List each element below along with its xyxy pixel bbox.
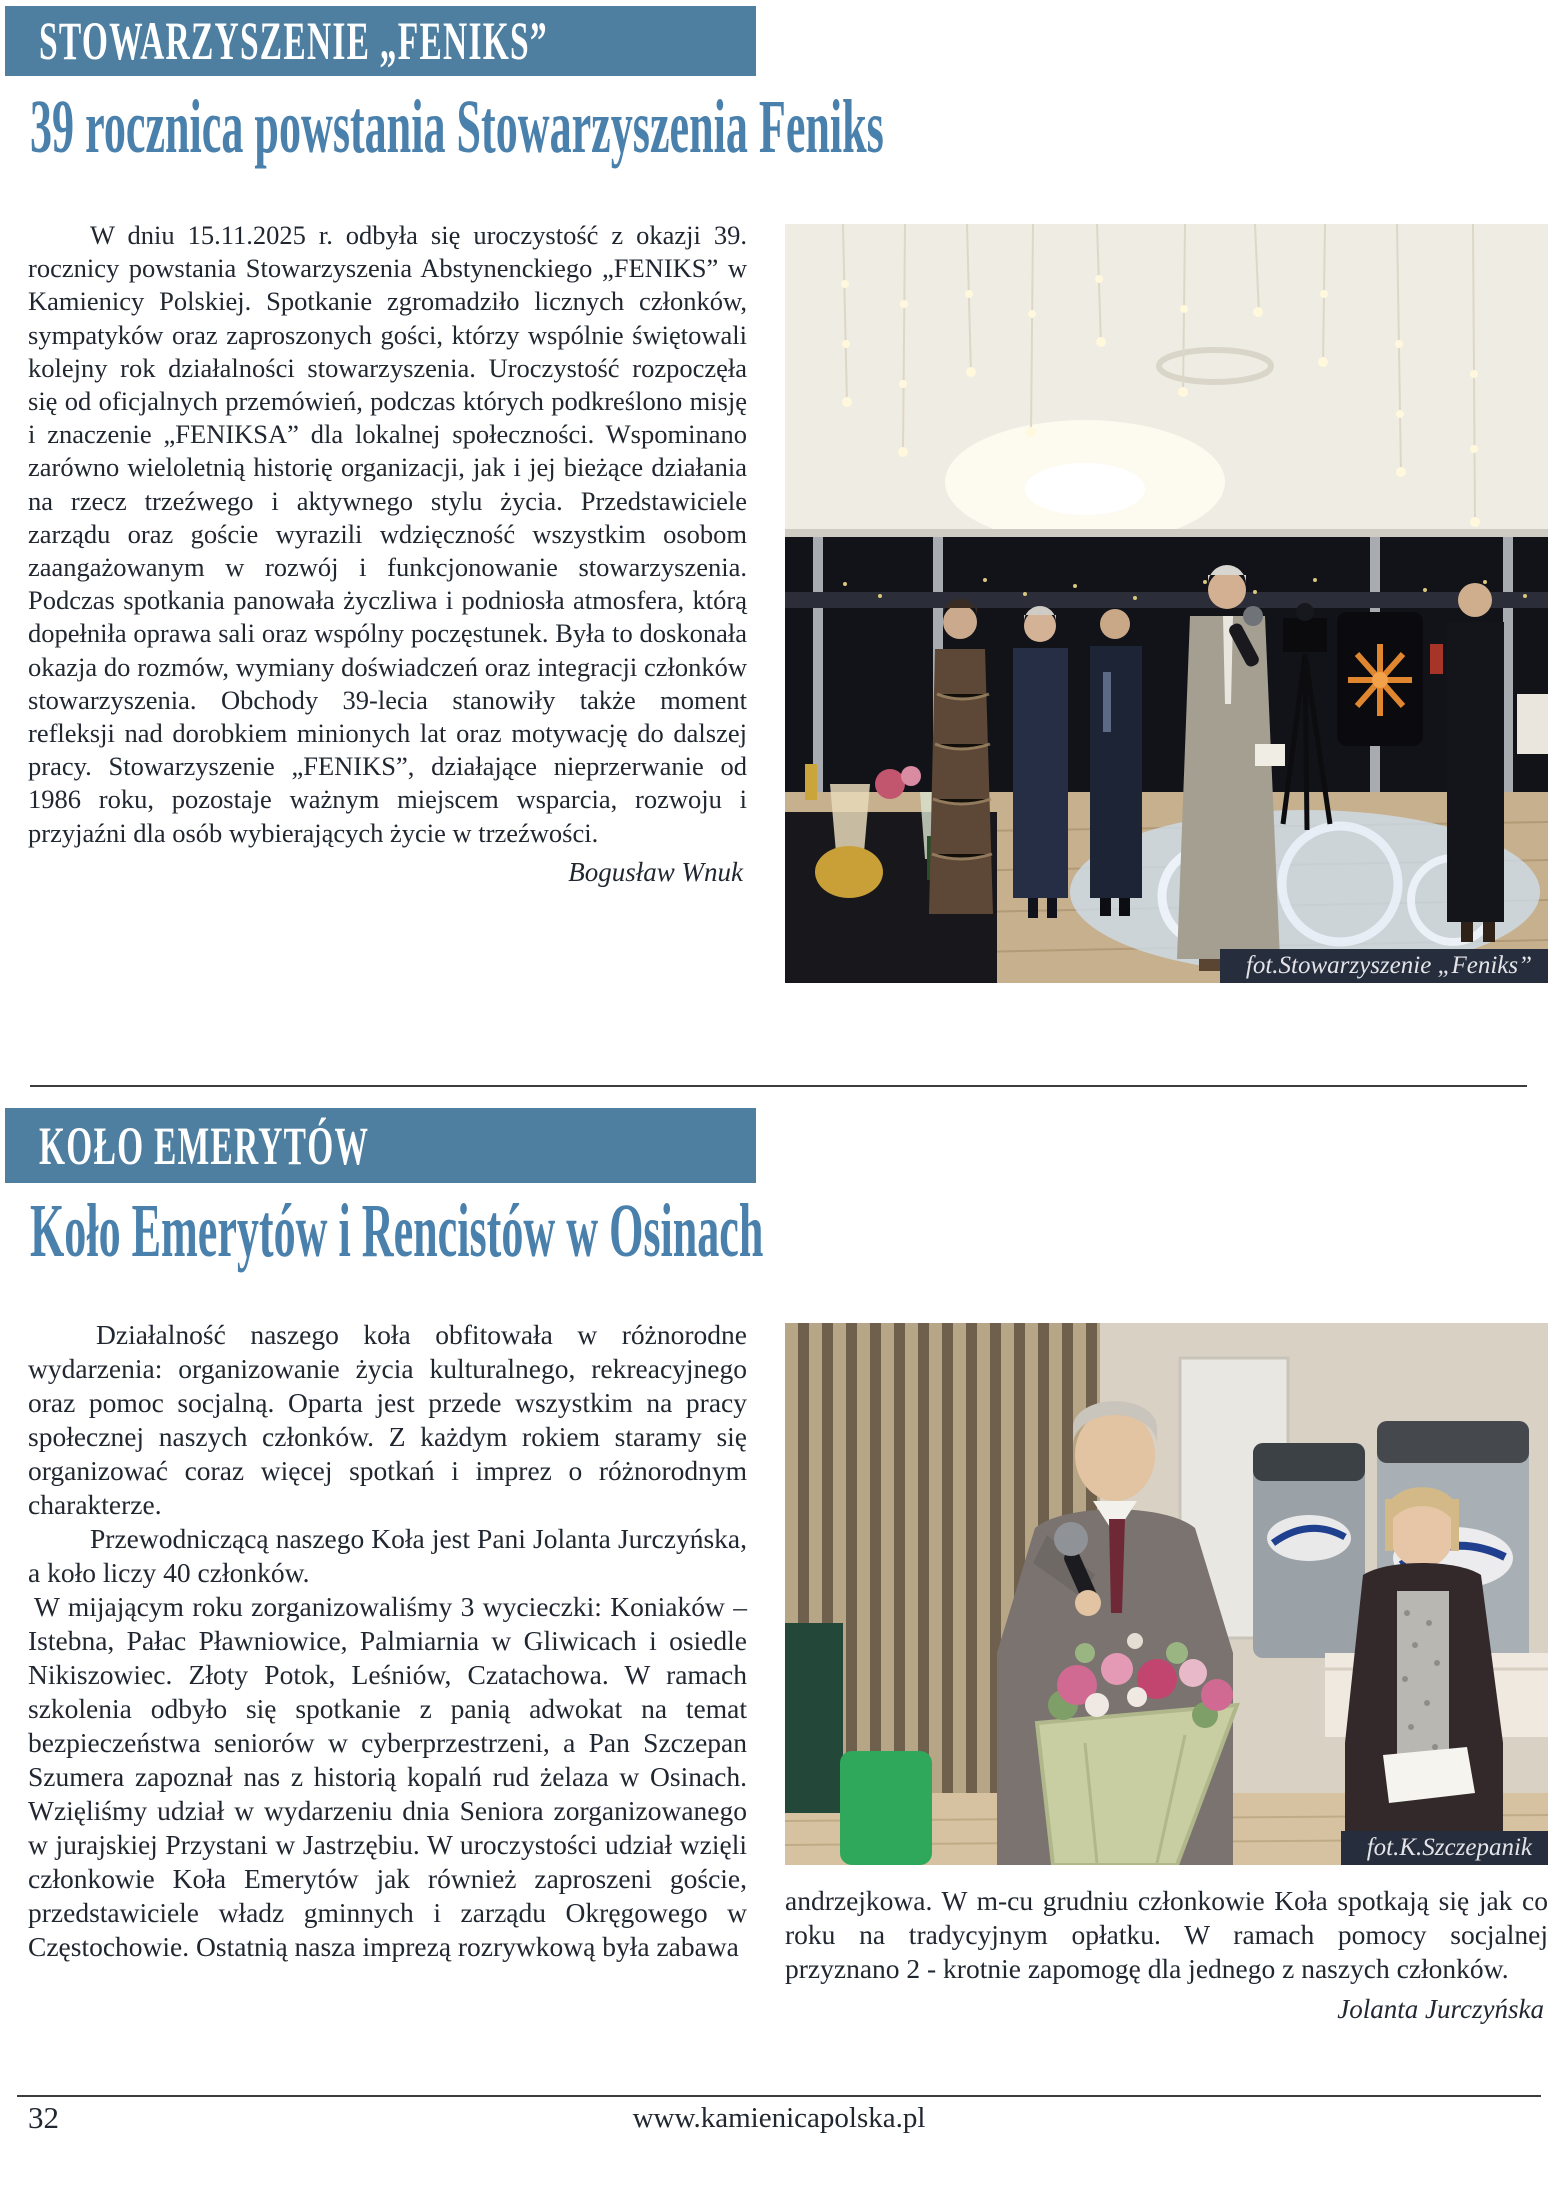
side-table xyxy=(1517,694,1548,754)
article2-title-text: Koło Emerytów i Rencistów w Osinach xyxy=(30,1189,764,1273)
article1-title xyxy=(30,85,1502,169)
footer-divider xyxy=(17,2095,1541,2097)
article1-author: Bogusław Wnuk xyxy=(568,856,743,887)
green-cabinet xyxy=(785,1623,843,1813)
section-bar-feniks xyxy=(5,6,756,76)
article2-paragraph-continuation: andrzejkowa. W m-cu grudniu członkowie Koła spotkają się jak co roku na tradycyjnym opłatku. W ramach pomocy socjalnej przyznano 2 - krotnie zapomogę dla jednego z naszych członków. xyxy=(785,1885,1548,1984)
site-url: www.kamienicapolska.pl xyxy=(632,2102,926,2134)
window-frame xyxy=(785,529,1548,537)
photo2-caption: fot.K.Szczepanik xyxy=(1341,1831,1548,1865)
photo-feniks-anniversary xyxy=(785,224,1548,983)
photo-kolo-emerytow xyxy=(785,1323,1548,1865)
article2-paragraph-1: Działalność naszego koła obfitowała w różnorodne wydarzenia: organizowanie życia kulturalnego, rekreacyjnego oraz pomoc socjalną. Oparta jest przede wszystkim na pracy społecznej naszych członków. Z każdym rokiem staramy się organizować coraz więcej spotkań i imprez o różnorodnym charakterze. xyxy=(28,1319,747,1520)
photo-emeryci-illustration xyxy=(785,1323,1548,1865)
section-divider xyxy=(30,1085,1527,1087)
article2-body-right xyxy=(785,1884,1548,2026)
article1-paragraph: W dniu 15.11.2025 r. odbyła się uroczystość z okazji 39. rocznicy powstania Stowarzyszenia Abstynenckiego „FENIKS” w Kamienicy Polskiej. Spotkanie zgromadziło licznych członków, sympatyków oraz zaproszonych gości, którzy wspólnie świętowali kolejny rok działalności stowarzyszenia. Uroczystość rozpoczęła się od oficjalnych przemówień, podczas których podkreślono misję i znaczenie „FENIKSA” dla lokalnej społeczności. Wspominano zarówno wieloletnią historię organizacji, jak i jej bieżące działania na rzecz trzeźwego i aktywnego stylu życia. Przedstawiciele zarządu oraz goście wyrazili wdzięczność wszystkim osobom zaangażowanym w rozwój i funkcjonowanie stowarzyszenia. Podczas spotkania panowała życzliwa i podniosła atmosfera, którą dopełniła oprawa sali oraz wspólny poczęstunek. Była to doskonała okazja do rozmów, wymiany doświadczeń oraz integracji członków stowarzyszenia. Obchody 39-lecia stanowiły także moment refleksji nad dorobkiem minionych lat oraz motywację do dalszej pracy. Stowarzyszenie „FENIKS”, działające nieprzerwanie od 1986 roku, pozostaje ważnym miejscem wsparcia, rozwoju i przyjaźni dla osób wybierających życie w trzeźwości. xyxy=(28,220,747,848)
article2-title xyxy=(30,1189,1294,1273)
photo1-caption: fot.Stowarzyszenie „Feniks” xyxy=(1220,949,1548,983)
section-bar-feniks-label: STOWARZYSZENIE „FENIKS” xyxy=(39,11,548,71)
article1-title-text: 39 rocznica powstania Stowarzyszenia Feniks xyxy=(30,85,884,169)
article2-paragraph-2: Przewodniczącą naszego Koła jest Pani Jolanta Jurczyńska, a koło liczy 40 członków. xyxy=(28,1523,747,1588)
article2-paragraph-3: W mijającym roku zorganizowaliśmy 3 wycieczki: Koniaków – Istebna, Pałac Pławniowice, Palmiarnia w Gliwicach i osiedle Nikiszowiec. Złoty Potok, Leśniów, Czatachowa. W ramach szkolenia odbyło się spotkanie z panią adwokat na temat bezpieczeństwa seniorów w cyberprzestrzeni, a Pan Szczepan Szumera zapoznał nas z historią kopalń rud żelaza w Osinach. Wzięliśmy udział w wydarzeniu dnia Seniora zorganizowanego w jurajskiej Przystani w Jastrzębiu. W uroczystości udział wzięli członkowie Koła Emerytów jak również zaproszeni goście, przedstawiciele władz gminnych i zarządu Okręgowego w Częstochowie. Ostatnią nasza imprezą rozrywkową była zabawa xyxy=(28,1591,747,1962)
section-bar-emeryci-label: KOŁO EMERYTÓW xyxy=(39,1115,370,1176)
camera xyxy=(1283,618,1327,652)
page-number: 32 xyxy=(28,2100,59,2135)
article2-body-left xyxy=(28,1318,747,1964)
green-chair xyxy=(840,1751,932,1865)
article1-body xyxy=(28,219,747,889)
article2-author: Jolanta Jurczyńska xyxy=(1337,1994,1544,2024)
dj-speaker xyxy=(1337,612,1423,746)
section-bar-emeryci xyxy=(5,1108,756,1183)
fire-extinguisher xyxy=(1430,644,1443,674)
photo-feniks-illustration xyxy=(785,224,1548,983)
